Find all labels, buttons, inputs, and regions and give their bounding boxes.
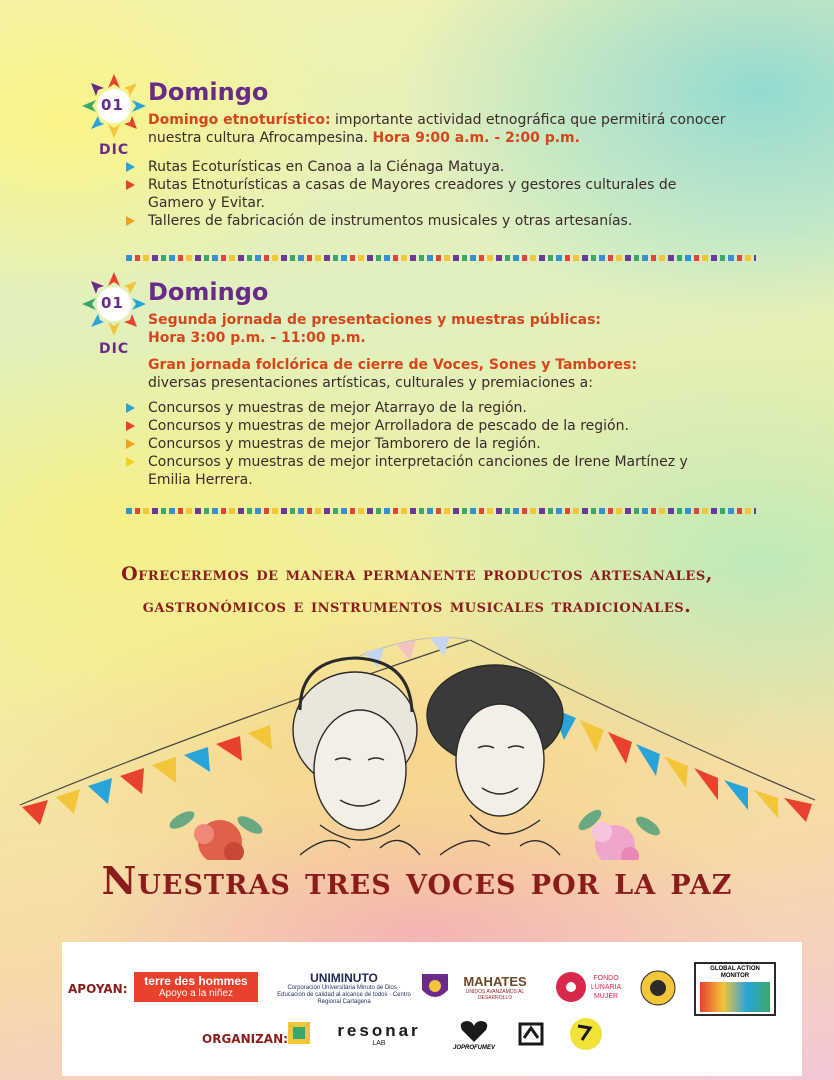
banner-line-2: gastronómicos e instrumentos musicales tradicionales.: [142, 595, 692, 617]
event-subtitle: Segunda jornada de presentaciones y muestras públicas:: [148, 312, 602, 328]
portrait-right-icon: [427, 665, 563, 855]
list-item: Concursos y muestras de mejor Arrolladora de pescado de la región.: [126, 417, 726, 435]
event-hours: Hora 9:00 a.m. - 2:00 p.m.: [372, 129, 580, 146]
sponsor-emblem-icon[interactable]: [420, 970, 450, 1004]
divider-stripe: [126, 255, 756, 261]
list-item: Rutas Etnoturísticas a casas de Mayores creadores y gestores culturales de Gamero y Evitar.: [126, 176, 736, 212]
sponsor-logo-uniminuto[interactable]: UNIMINUTO Corporación Universitaria Minuto de Dios · Educación de calidad al alcance de todos · Centro Regional Cartagena: [277, 971, 411, 1005]
illustration: [0, 620, 834, 860]
organizer-logo-joprofumev[interactable]: JOPROFUMEV: [444, 1014, 504, 1058]
badge-month: DIC: [99, 142, 130, 158]
organizer-emblem-icon[interactable]: [568, 1014, 608, 1054]
triangle-bullet-icon: [126, 180, 135, 190]
badge-day: 01: [101, 294, 124, 312]
flower-left-icon: [167, 808, 265, 860]
badge-month: DIC: [99, 341, 130, 357]
list-item: Talleres de fabricación de instrumentos musicales y otras artesanías.: [126, 212, 736, 230]
triangle-bullet-icon: [126, 216, 135, 226]
portrait-left-icon: [293, 658, 420, 855]
sponsor-logo-mahates[interactable]: MAHATES UNIDOS AVANZAMOS AL DESARROLLO: [463, 974, 527, 1001]
sponsor-logo-terre-des-hommes[interactable]: terre des hommes Apoyo a la niñez: [134, 972, 258, 1002]
list-item: Rutas Ecoturísticas en Canoa a la Ciénaga Matuya.: [126, 158, 736, 176]
triangle-bullet-icon: [126, 162, 135, 172]
joprofumev-heart-icon: [460, 1020, 488, 1044]
sponsor-logo-global-action[interactable]: GLOBAL ACTION MONITOR: [694, 962, 776, 1016]
sponsor-logo-fondo-lunaria[interactable]: FONDO LUNARIA MUJER: [552, 962, 626, 1012]
organizan-label: ORGANIZAN:: [202, 1032, 288, 1046]
list-item: Concursos y muestras de mejor Tamborero de la región.: [126, 435, 726, 453]
event-lead-text: diversas presentaciones artísticas, culturales y premiaciones a:: [148, 375, 593, 391]
badge-day: 01: [101, 96, 124, 114]
poster-title: Nuestras tres voces por la paz: [101, 858, 733, 903]
organizer-emblem-icon[interactable]: [284, 1018, 314, 1052]
weekday-title: Domingo: [148, 78, 269, 106]
event-description: [148, 112, 738, 147]
contest-list: [126, 399, 726, 489]
triangle-bullet-icon: [126, 421, 135, 431]
organizer-emblem-icon[interactable]: [516, 1018, 546, 1052]
activity-list: [126, 158, 736, 230]
sponsor-seal-icon[interactable]: [638, 964, 678, 1008]
flower-right-icon: [575, 806, 662, 860]
sponsors-panel: [62, 942, 802, 1076]
list-item: Concursos y muestras de mejor Atarrayo de la región.: [126, 399, 726, 417]
lunaria-flower-icon: [554, 970, 588, 1004]
event-lead-label: Domingo etnoturístico:: [148, 112, 331, 128]
triangle-bullet-icon: [126, 403, 135, 413]
event-lead-label: Gran jornada folclórica de cierre de Voces, Sones y Tambores:: [148, 357, 637, 373]
triangle-bullet-icon: [126, 439, 135, 449]
list-item: Concursos y muestras de mejor interpretación canciones de Irene Martínez y Emilia Herrera.: [126, 453, 726, 489]
banner-line-1: Ofreceremos de manera permanente productos artesanales,: [121, 563, 713, 585]
weekday-title: Domingo: [148, 278, 269, 306]
event-lead-text: importante actividad etnográfica que permitirá conocer nuestra cultura Afrocampesina.: [148, 112, 726, 146]
organizer-logo-resonar[interactable]: resonar LAB: [337, 1021, 421, 1047]
apoyan-label: APOYAN:: [68, 982, 128, 996]
divider-stripe: [126, 508, 756, 514]
event-hours: Hora 3:00 p.m. - 11:00 p.m.: [148, 330, 366, 346]
triangle-bullet-icon: [126, 457, 135, 467]
